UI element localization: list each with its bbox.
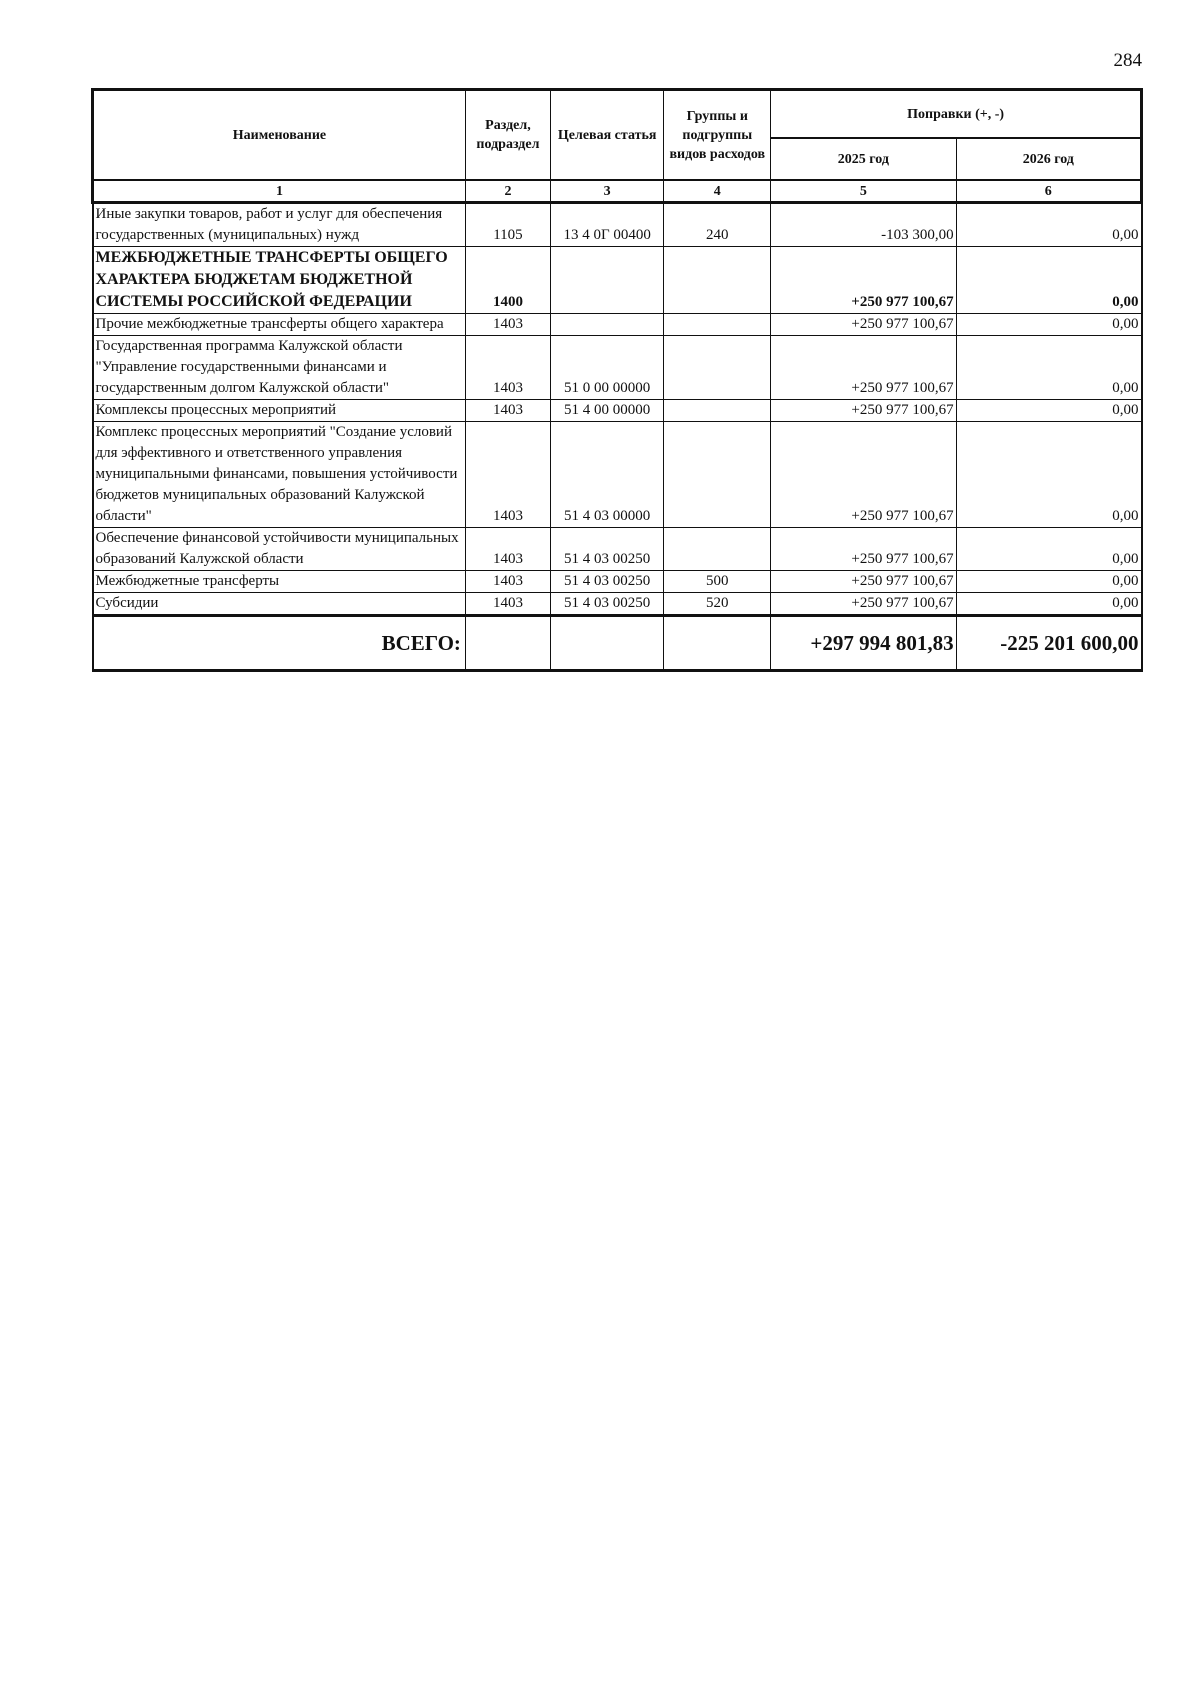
row-name: МЕЖБЮДЖЕТНЫЕ ТРАНСФЕРТЫ ОБЩЕГО ХАРАКТЕРА БЮДЖЕТАМ БЮДЖЕТНОЙ СИСТЕМЫ РОССИЙСКОЙ ФЕДЕРАЦИИ [93,247,466,314]
row-group [664,528,771,571]
table-row [93,422,1142,528]
row-section: 1403 [465,314,550,336]
column-number: 3 [550,180,663,203]
row-target [550,247,663,314]
row-target [550,314,663,336]
total-empty-cell [664,616,771,671]
table-row [93,247,1142,314]
row-2025: +250 977 100,67 [771,571,956,593]
row-2025: +250 977 100,67 [771,314,956,336]
column-number: 6 [956,180,1141,203]
column-number: 2 [465,180,550,203]
row-2026: 0,00 [956,400,1141,422]
column-number: 5 [771,180,956,203]
row-name: Прочие межбюджетные трансферты общего характера [93,314,466,336]
total-2025: +297 994 801,83 [771,616,956,671]
amendments-table [91,88,1143,672]
row-section: 1403 [465,336,550,400]
page-number: 284 [1113,50,1142,71]
row-name: Межбюджетные трансферты [93,571,466,593]
row-name: Обеспечение финансовой устойчивости муниципальных образований Калужской области [93,528,466,571]
row-2026: 0,00 [956,336,1141,400]
row-target: 13 4 0Г 00400 [550,203,663,247]
row-section: 1403 [465,571,550,593]
row-target: 51 4 03 00250 [550,528,663,571]
header-section: Раздел, подраздел [465,90,550,181]
table-row [93,336,1142,400]
header-groups: Группы и подгруппы видов расходов [664,90,771,181]
row-2025: +250 977 100,67 [771,528,956,571]
row-section: 1105 [465,203,550,247]
table-row [93,593,1142,616]
total-row [93,616,1142,671]
column-number: 1 [93,180,466,203]
header-row [93,90,1142,139]
header-year-2026: 2026 год [956,138,1141,180]
row-group [664,422,771,528]
row-section: 1400 [465,247,550,314]
row-2025: +250 977 100,67 [771,593,956,616]
row-target: 51 4 03 00250 [550,593,663,616]
row-2026: 0,00 [956,528,1141,571]
table-row [93,203,1142,247]
total-empty-cell [465,616,550,671]
header-name: Наименование [93,90,466,181]
row-group [664,400,771,422]
total-2026: -225 201 600,00 [956,616,1141,671]
row-2026: 0,00 [956,593,1141,616]
total-label: ВСЕГО: [93,616,466,671]
row-2026: 0,00 [956,571,1141,593]
row-section: 1403 [465,528,550,571]
table-body [93,203,1142,671]
row-target: 51 0 00 00000 [550,336,663,400]
header-year-2025: 2025 год [771,138,956,180]
row-target: 51 4 00 00000 [550,400,663,422]
header-target: Целевая статья [550,90,663,181]
column-number: 4 [664,180,771,203]
table-row [93,571,1142,593]
row-name: Иные закупки товаров, работ и услуг для обеспечения государственных (муниципальных) нужд [93,203,466,247]
row-group: 240 [664,203,771,247]
row-name: Комплекс процессных мероприятий "Создание условий для эффективного и ответственного управления муниципальными финансами, повышения устойчивости бюджетов муниципальных образований Калужской области" [93,422,466,528]
row-2025: +250 977 100,67 [771,400,956,422]
row-group [664,247,771,314]
header-amendments: Поправки (+, -) [771,90,1142,139]
row-target: 51 4 03 00000 [550,422,663,528]
row-2025: +250 977 100,67 [771,336,956,400]
table-row [93,400,1142,422]
row-2025: +250 977 100,67 [771,422,956,528]
column-numbers-row [93,180,1142,203]
row-2026: 0,00 [956,247,1141,314]
row-group [664,314,771,336]
total-empty-cell [550,616,663,671]
row-section: 1403 [465,593,550,616]
row-group [664,336,771,400]
row-section: 1403 [465,400,550,422]
row-2026: 0,00 [956,203,1141,247]
row-group: 500 [664,571,771,593]
row-2025: +250 977 100,67 [771,247,956,314]
row-name: Государственная программа Калужской области "Управление государственными финансами и государственным долгом Калужской области" [93,336,466,400]
row-2026: 0,00 [956,422,1141,528]
row-target: 51 4 03 00250 [550,571,663,593]
row-group: 520 [664,593,771,616]
table-row [93,528,1142,571]
row-2025: -103 300,00 [771,203,956,247]
table-row [93,314,1142,336]
row-name: Комплексы процессных мероприятий [93,400,466,422]
row-name: Субсидии [93,593,466,616]
row-2026: 0,00 [956,314,1141,336]
row-section: 1403 [465,422,550,528]
